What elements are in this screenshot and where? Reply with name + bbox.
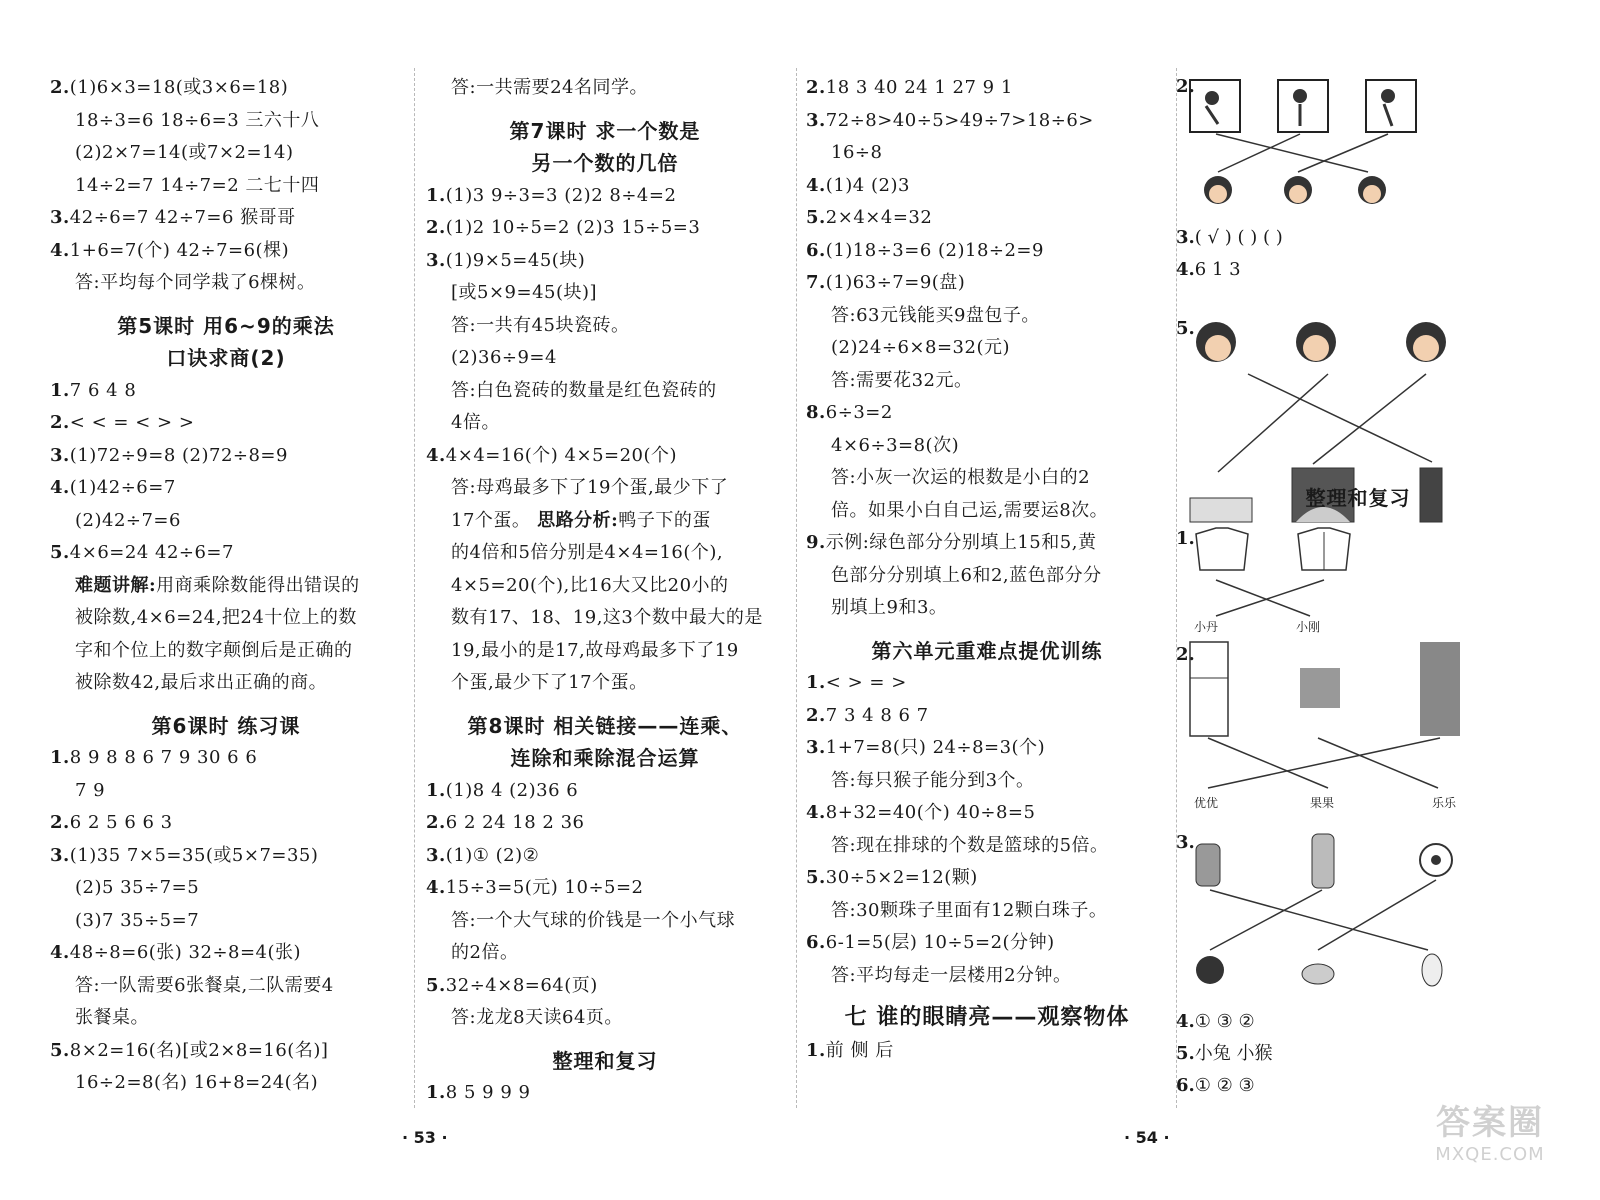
line-text: 16÷2=8(名) 16+8=24(名) (75, 1072, 319, 1093)
question-line (806, 667, 1168, 700)
question-line (426, 775, 784, 808)
question-number: 6. (806, 932, 826, 953)
line-text: (1)8 4 (2)36 6 (445, 779, 579, 801)
section-heading: 第5课时 用6~9的乘法 (117, 313, 335, 338)
question-line (50, 1035, 402, 1068)
line-text: 1+7=8(只) 24÷8=3(个) (825, 737, 1046, 758)
answer-line (426, 1002, 784, 1035)
answer-line (806, 462, 1168, 495)
line-text: 答:每只猴子能分到3个。 (831, 769, 1035, 791)
answer-line (806, 592, 1168, 625)
answer-line (426, 72, 784, 105)
column-1 (50, 72, 402, 1100)
question-line (426, 212, 784, 245)
question-number: 1. (426, 779, 446, 801)
answer-line (426, 570, 784, 603)
question-number: 3. (50, 844, 70, 866)
line-text: 4×6÷3=8(次) (831, 434, 960, 456)
answer-line (50, 137, 402, 170)
line-text: 7 3 4 8 6 7 (825, 704, 929, 726)
question-number: 2. (806, 77, 826, 98)
question-number: 4. (426, 877, 446, 898)
question-number: 2. (50, 412, 70, 433)
question-number: 3. (806, 737, 826, 758)
answer-line (50, 872, 402, 905)
question-line (806, 527, 1168, 560)
answer-line (50, 105, 402, 138)
line-text: (1)63÷7=9(盘) (825, 272, 966, 293)
question-number: 8. (806, 402, 826, 423)
answer-line (50, 635, 402, 668)
line-text: 前 侧 后 (825, 1039, 894, 1061)
line-text: (1)3 9÷3=3 (2)2 8÷4=2 (445, 184, 677, 206)
question-line (806, 235, 1168, 268)
q3-answer: ( √ ) ( ) ( ) (1194, 227, 1283, 248)
line-text: 答:一共需要24名同学。 (451, 77, 648, 98)
line-text: [或5×9=45(块)] (451, 282, 598, 303)
question-line (806, 72, 1168, 105)
question-number: 3. (50, 444, 70, 466)
question-line (426, 440, 784, 473)
question-line (806, 397, 1168, 430)
line-text: 8 5 9 9 9 (445, 1082, 531, 1103)
question-number: 1. (426, 184, 446, 206)
line-text: 的4倍和5倍分别是4×4=16(个), (451, 542, 724, 563)
line-text: (1)18÷3=6 (2)18÷2=9 (825, 239, 1044, 261)
line-text: (2)24÷6×8=32(元) (831, 337, 1011, 358)
line-text: 鸭子下的蛋 (618, 509, 711, 531)
review-q3-label: 3. (1176, 832, 1195, 853)
answer-line (426, 342, 784, 375)
line-text: 答:一共有45块瓷砖。 (451, 314, 630, 336)
column-2 (426, 72, 784, 1110)
question-line (426, 1077, 784, 1110)
line-text: (1)6×3=18(或3×6=18) (69, 77, 289, 98)
answer-line (426, 905, 784, 938)
line-text: 1+6=7(个) 42÷7=6(棵) (69, 239, 290, 261)
answer-line (50, 970, 402, 1003)
answer-line (426, 537, 784, 570)
line-text: 个蛋,最少下了17个蛋。 (451, 672, 648, 693)
question-line (806, 700, 1168, 733)
answer-line (50, 905, 402, 938)
page-number-left: · 53 · (402, 1128, 448, 1147)
spacer (50, 300, 402, 310)
question-number: 5. (806, 867, 826, 888)
line-text: 7 6 4 8 (69, 379, 137, 401)
section-heading: 第6课时 练习课 (151, 713, 301, 738)
line-text: < > = > (825, 672, 907, 693)
line-text: 4×4=16(个) 4×5=20(个) (445, 444, 678, 466)
line-text: 被除数,4×6=24,把24十位上的数 (75, 607, 357, 628)
question-number: 2. (50, 812, 70, 833)
line-text: 示例:绿色部分分别填上15和5,黄 (825, 532, 1097, 553)
line-text: (2)36÷9=4 (451, 347, 557, 368)
question-number: 4. (50, 477, 70, 498)
question-number: 4. (50, 942, 70, 963)
section-heading: 七 谁的眼睛亮——观察物体 (844, 1005, 1130, 1030)
line-text: (1)35 7×5=35(或5×7=35) (69, 844, 319, 866)
line-text: (2)2×7=14(或7×2=14) (75, 142, 294, 163)
question-number: 5. (806, 207, 826, 228)
review-q3-figure (1188, 824, 1518, 994)
line-text: 用商乘除数能得出错误的 (156, 574, 360, 596)
question-number: 4. (806, 802, 826, 823)
question-number: 5. (50, 542, 70, 563)
line-text: (1)4 (2)3 (825, 174, 910, 196)
q2-matching-figure (1188, 72, 1518, 222)
spacer (50, 700, 402, 710)
answer-line (50, 1067, 402, 1100)
section-heading: 连除和乘除混合运算 (510, 746, 700, 770)
question-number: 2. (806, 704, 826, 726)
line-text: 48÷8=6(张) 32÷8=4(张) (69, 942, 302, 963)
line-text: 答:母鸡最多下了19个蛋,最少下了 (451, 477, 729, 498)
question-line (50, 375, 402, 408)
review-q6-label: 6. (1176, 1075, 1195, 1096)
question-line (50, 235, 402, 268)
line-text: 答:一队需要6张餐桌,二队需要4 (75, 974, 334, 996)
line-text: (2)42÷7=6 (75, 509, 181, 531)
line-text: 16÷8 (831, 142, 883, 163)
section-heading: 第8课时 相关链接——连乘、 (467, 713, 743, 738)
line-text: 2×4×4=32 (825, 207, 933, 228)
line-text: 19,最小的是17,故母鸡最多下了19 (451, 639, 739, 661)
line-text: 答:小灰一次运的根数是小白的2 (831, 467, 1091, 488)
question-number: 2. (426, 812, 446, 833)
line-text: 答:一个大气球的价钱是一个小气球 (451, 909, 736, 931)
line-text: 8+32=40(个) 40÷8=5 (825, 802, 1036, 823)
spacer (806, 625, 1168, 635)
answer-line (806, 365, 1168, 398)
question-line (426, 970, 784, 1003)
question-line (426, 872, 784, 905)
answer-line (50, 170, 402, 203)
q5-label: 5. (1176, 318, 1195, 339)
column-4 (1176, 72, 1573, 1132)
question-line (806, 862, 1168, 895)
line-text: (3)7 35÷5=7 (75, 909, 200, 931)
section-heading: 口诀求商(2) (166, 346, 286, 370)
question-line (806, 732, 1168, 765)
watermark-line-2: MXQE.COM (1435, 1144, 1545, 1165)
answer-line (806, 830, 1168, 863)
question-line (50, 807, 402, 840)
line-text: 别填上9和3。 (831, 597, 948, 618)
line-text: 字和个位上的数字颠倒后是正确的 (75, 639, 353, 661)
name-xiaodan: 小丹 (1194, 620, 1219, 634)
answer-line (426, 667, 784, 700)
name-youyou: 优优 (1194, 796, 1219, 810)
section-heading: 另一个数的几倍 (531, 151, 679, 175)
line-text: 17个蛋。 (451, 509, 531, 531)
line-text: 15÷3=5(元) 10÷5=2 (445, 877, 644, 898)
line-text: 色部分分别填上6和2,蓝色部分分 (831, 564, 1102, 586)
line-text: 6-1=5(层) 10÷5=2(分钟) (825, 932, 1055, 953)
answer-line (806, 495, 1168, 528)
section-heading: 第六单元重难点提优训练 (871, 638, 1103, 663)
question-line (806, 267, 1168, 300)
line-text: 的2倍。 (451, 942, 519, 963)
spacer (426, 1035, 784, 1045)
line-text: 4×5=20(个),比16大又比20小的 (451, 574, 729, 596)
review-q2-label: 2. (1176, 644, 1195, 665)
review-q1-label: 1. (1176, 528, 1195, 549)
answer-line (426, 407, 784, 440)
question-number: 3. (426, 249, 446, 271)
question-line (50, 472, 402, 505)
question-number: 3. (806, 109, 826, 131)
name-xiaogang: 小刚 (1296, 620, 1321, 634)
line-text: 张餐桌。 (75, 1007, 149, 1028)
line-text: 4×6=24 42÷6=7 (69, 542, 234, 563)
spacer (806, 992, 1168, 1002)
review-q5-answer: 小兔 小猴 (1194, 1043, 1273, 1064)
question-number: 9. (806, 532, 826, 553)
question-number: 7. (806, 272, 826, 293)
question-number: 3. (50, 207, 70, 228)
question-line (426, 245, 784, 278)
answer-line (806, 430, 1168, 463)
question-number: 1. (50, 379, 70, 401)
q4-label: 4. (1176, 259, 1195, 280)
line-text: 42÷6=7 42÷7=6 猴哥哥 (69, 207, 296, 228)
line-text: 答:需要花32元。 (831, 369, 973, 391)
answer-line (806, 960, 1168, 993)
name-lele: 乐乐 (1432, 796, 1457, 810)
line-text: (1)① (2)② (445, 844, 540, 866)
review-q6-answer: ① ② ③ (1194, 1075, 1255, 1096)
answer-line (50, 1002, 402, 1035)
question-number: 1. (806, 1039, 826, 1061)
question-number: 5. (50, 1039, 70, 1061)
question-line (50, 537, 402, 570)
line-text: 被除数42,最后求出正确的商。 (75, 672, 328, 693)
line-text: 32÷4×8=64(页) (445, 974, 598, 996)
line-text: 18 3 40 24 1 27 9 1 (825, 77, 1013, 98)
answer-line (426, 277, 784, 310)
review-q2-figure (1188, 638, 1518, 798)
answer-line (806, 560, 1168, 593)
answer-line (426, 635, 784, 668)
section-heading: 整理和复习 (552, 1048, 658, 1073)
keyword-label: 思路分析: (530, 509, 619, 531)
answer-line (50, 570, 402, 603)
answer-line (806, 137, 1168, 170)
question-line (806, 927, 1168, 960)
question-number: 1. (426, 1082, 446, 1103)
question-line (50, 840, 402, 873)
watermark-line-1: 答案圈 (1436, 1103, 1544, 1143)
q2-label: 2. (1176, 76, 1195, 97)
review-heading: 整理和复习 (1305, 486, 1411, 510)
question-line (50, 742, 402, 775)
answer-line (806, 300, 1168, 333)
review-q4-answer: ① ③ ② (1194, 1011, 1255, 1032)
answer-line (806, 895, 1168, 928)
question-line (806, 202, 1168, 235)
answer-line (50, 267, 402, 300)
line-text: (1)42÷6=7 (69, 477, 176, 498)
question-line (806, 105, 1168, 138)
line-text: 答:白色瓷砖的数量是红色瓷砖的 (451, 379, 717, 401)
question-number: 1. (806, 672, 826, 693)
line-text: 答:平均每个同学栽了6棵树。 (75, 272, 316, 293)
question-number: 3. (426, 844, 446, 866)
question-number: 4. (806, 174, 826, 196)
line-text: (1)2 10÷5=2 (2)3 15÷5=3 (445, 217, 701, 238)
line-text: 答:30颗珠子里面有12颗白珠子。 (831, 899, 1108, 921)
question-number: 2. (50, 77, 70, 98)
spacer (426, 105, 784, 115)
line-text: 8×2=16(名)[或2×8=16(名)] (69, 1039, 329, 1061)
answer-line (50, 667, 402, 700)
answer-line (806, 332, 1168, 365)
line-text: 8 9 8 8 6 7 9 30 6 6 (69, 747, 258, 768)
line-text: 倍。如果小白自己运,需要运8次。 (831, 499, 1109, 521)
answer-line (426, 937, 784, 970)
review-q5-label: 5. (1176, 1043, 1195, 1064)
question-line (50, 937, 402, 970)
line-text: 7 9 (75, 779, 106, 801)
column-3 (806, 72, 1168, 1067)
question-line (426, 180, 784, 213)
line-text: 4倍。 (451, 412, 500, 433)
review-q1-figure (1188, 520, 1518, 630)
answer-line (806, 765, 1168, 798)
answer-line (426, 310, 784, 343)
line-text: 6 2 5 6 6 3 (69, 812, 173, 833)
name-guoguo: 果果 (1310, 796, 1335, 810)
line-text: (1)72÷9=8 (2)72÷8=9 (69, 444, 288, 466)
answer-line (426, 472, 784, 505)
answer-line (426, 505, 784, 538)
keyword-label: 难题讲解: (75, 574, 157, 596)
question-line (806, 797, 1168, 830)
line-text: 30÷5×2=12(颗) (825, 867, 978, 888)
question-line (426, 807, 784, 840)
line-text: 答:63元钱能买9盘包子。 (831, 304, 1040, 326)
question-number: 6. (806, 239, 826, 261)
question-number: 5. (426, 974, 446, 996)
question-line (50, 72, 402, 105)
question-line (50, 440, 402, 473)
line-text: 答:现在排球的个数是篮球的5倍。 (831, 834, 1109, 856)
question-number: 2. (426, 217, 446, 238)
question-line (806, 1035, 1168, 1068)
line-text: 答:龙龙8天读64页。 (451, 1007, 623, 1028)
line-text: 72÷8>40÷5>49÷7>18÷6> (825, 109, 1094, 131)
question-number: 1. (50, 747, 70, 768)
line-text: 18÷3=6 18÷6=3 三六十八 (75, 109, 320, 131)
review-q4-label: 4. (1176, 1011, 1195, 1032)
line-text: 6÷3=2 (825, 402, 893, 423)
question-line (426, 840, 784, 873)
answer-line (50, 602, 402, 635)
spacer (426, 700, 784, 710)
answer-line (50, 505, 402, 538)
answer-line (50, 775, 402, 808)
section-heading: 第7课时 求一个数是 (509, 118, 701, 143)
line-text: 6 2 24 18 2 36 (445, 812, 585, 833)
watermark-logo (1410, 1095, 1570, 1175)
question-line (50, 202, 402, 235)
page-number-right: · 54 · (1124, 1128, 1170, 1147)
answer-line (426, 375, 784, 408)
line-text: < < = < > > (69, 412, 195, 433)
line-text: 14÷2=7 14÷7=2 二七十四 (75, 174, 320, 196)
q4-answer: 6 1 3 (1194, 259, 1241, 280)
line-text: (1)9×5=45(块) (445, 249, 586, 271)
line-text: 答:平均每走一层楼用2分钟。 (831, 964, 1072, 986)
question-line (806, 170, 1168, 203)
answer-line (426, 602, 784, 635)
question-number: 4. (426, 444, 446, 466)
question-number: 4. (50, 239, 70, 261)
line-text: (2)5 35÷7=5 (75, 877, 200, 898)
line-text: 数有17、18、19,这3个数中最大的是 (451, 607, 763, 628)
question-line (50, 407, 402, 440)
q3-label: 3. (1176, 227, 1195, 248)
